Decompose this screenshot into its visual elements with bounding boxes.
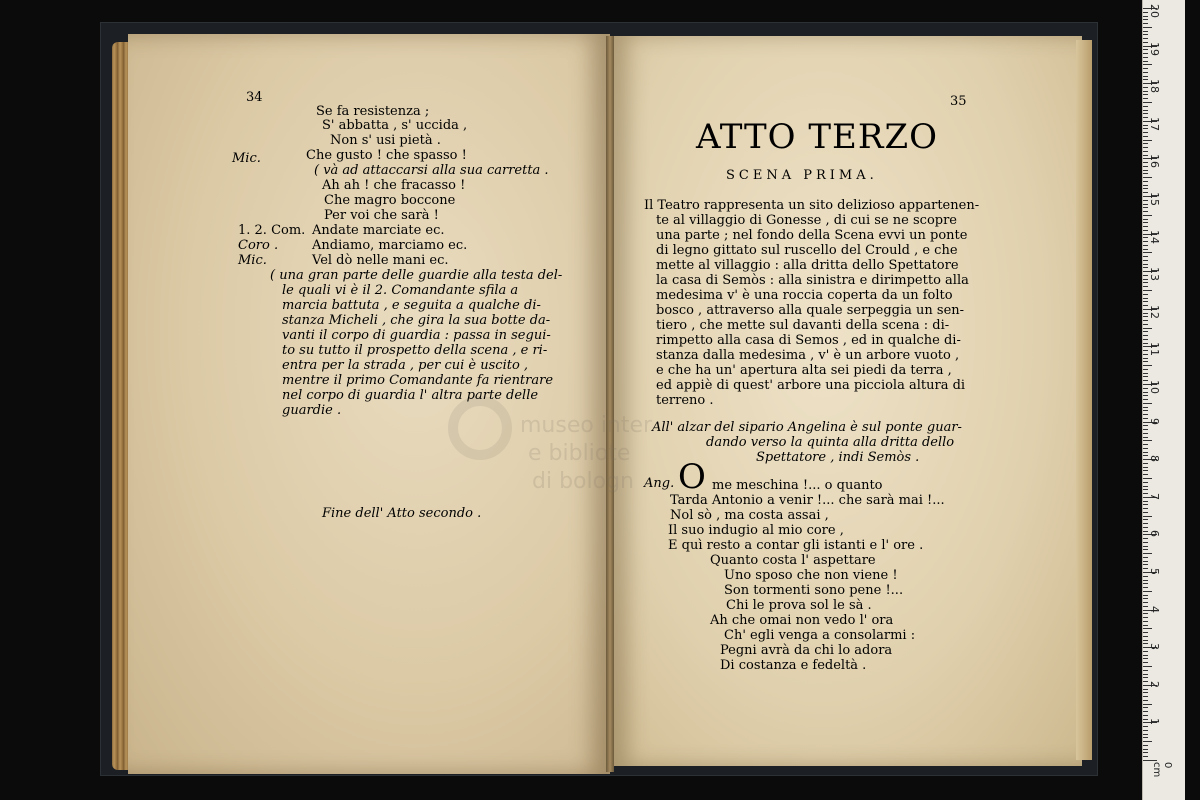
ruler-tick — [1143, 613, 1148, 614]
ruler-tick — [1143, 207, 1148, 208]
ruler-tick — [1143, 662, 1148, 663]
ruler-tick — [1143, 320, 1148, 321]
ruler-number: 20 — [1148, 4, 1161, 18]
stage-direction-line: Spettatore , indi Semòs . — [756, 450, 920, 465]
ruler-tick — [1143, 102, 1152, 103]
ruler-tick — [1143, 358, 1148, 359]
verse-line: Il suo indugio al mio core , — [668, 523, 844, 538]
book-gutter — [606, 36, 614, 772]
ruler-tick — [1143, 23, 1148, 24]
ruler-tick — [1143, 260, 1148, 261]
ruler-tick — [1143, 98, 1148, 99]
ruler-tick — [1143, 561, 1148, 562]
ruler-tick — [1143, 523, 1148, 524]
ruler-tick — [1143, 595, 1148, 596]
verse-line: Ah che omai non vedo l' ora — [710, 613, 894, 628]
ruler-tick — [1143, 580, 1148, 581]
verse-line: Tarda Antonio a venir !... che sarà mai !... — [670, 493, 945, 508]
stage-direction-line: marcia battuta , e seguita a qualche di- — [282, 298, 541, 313]
scene-subtitle: SCENA PRIMA. — [726, 168, 878, 183]
description-line: mette al villaggio : alla dritta dello Spettatore — [656, 258, 959, 273]
watermark-line: museo inter — [520, 413, 653, 438]
verse-line: Se fa resistenza ; — [316, 104, 430, 119]
ruler-tick — [1143, 256, 1148, 257]
measurement-ruler — [1142, 0, 1185, 800]
ruler-tick — [1143, 625, 1148, 626]
description-line: stanza dalla medesima , v' è un arbore vuoto , — [656, 348, 960, 363]
ruler-tick — [1143, 501, 1148, 502]
ruler-tick — [1143, 628, 1152, 629]
left-page-number: 34 — [246, 90, 263, 105]
ruler-tick — [1143, 72, 1148, 73]
ruler-tick — [1143, 749, 1148, 750]
ruler-number: 7 — [1148, 492, 1161, 500]
ruler-tick — [1143, 707, 1148, 708]
ruler-tick — [1143, 440, 1152, 441]
ruler-tick — [1143, 414, 1148, 415]
ruler-tick — [1143, 674, 1148, 675]
ruler-tick — [1143, 151, 1148, 152]
ruler-tick — [1143, 339, 1148, 340]
ruler-tick — [1143, 264, 1148, 265]
ruler-tick — [1143, 598, 1148, 599]
verse-line: Vel dò nelle mani ec. — [312, 253, 449, 268]
ruler-tick — [1143, 704, 1152, 705]
ruler-tick — [1143, 38, 1148, 39]
ruler-tick — [1143, 181, 1148, 182]
verse-line: Nol sò , ma costa assai , — [670, 508, 829, 523]
ruler-number: 2 — [1148, 680, 1161, 688]
ruler-tick — [1143, 452, 1148, 453]
ruler-tick — [1143, 602, 1148, 603]
ruler-number: 9 — [1148, 417, 1161, 425]
ruler-tick — [1143, 486, 1148, 487]
stage-direction-line: stanza Micheli , che gira la sua botte da- — [282, 313, 551, 328]
stage-direction-line: vanti il corpo di guardia : passa in segui- — [282, 328, 551, 343]
ruler-number: 12 — [1148, 304, 1161, 319]
ruler-tick — [1143, 557, 1148, 558]
ruler-tick — [1143, 538, 1148, 539]
ruler-tick — [1143, 252, 1152, 253]
stage-direction-line: dando verso la quinta alla dritta dello — [706, 435, 955, 450]
verse-line: S' abbatta , s' uccida , — [322, 118, 468, 133]
speaker-label: Ang. — [644, 476, 675, 491]
ruler-tick — [1143, 467, 1148, 468]
ruler-tick — [1143, 651, 1148, 652]
verse-line: Che gusto ! che spasso ! — [306, 148, 467, 163]
ruler-tick — [1143, 689, 1148, 690]
ruler-tick — [1143, 147, 1148, 148]
ruler-tick — [1143, 546, 1148, 547]
speaker-label: Mic. — [238, 253, 267, 268]
stage-direction-line: ( và ad attaccarsi alla sua carretta . — [314, 163, 549, 178]
ruler-tick — [1143, 632, 1148, 633]
ruler-tick — [1143, 587, 1148, 588]
ruler-tick — [1143, 410, 1148, 411]
verse-line: Andate marciate ec. — [312, 223, 445, 238]
ruler-tick — [1143, 433, 1148, 434]
ruler-tick — [1143, 519, 1148, 520]
ruler-tick — [1143, 173, 1148, 174]
ruler-number: 5 — [1148, 568, 1161, 575]
ruler-tick — [1143, 508, 1148, 509]
ruler-number: 8 — [1148, 455, 1161, 463]
speaker-label: 1. 2. Com. — [238, 223, 306, 238]
ruler-tick — [1143, 737, 1148, 738]
ruler-number: 13 — [1148, 267, 1161, 282]
ruler-tick — [1143, 726, 1148, 727]
ruler-tick — [1143, 245, 1148, 246]
verse-line: Quanto costa l' aspettare — [710, 553, 876, 568]
ruler-tick — [1143, 324, 1148, 325]
ruler-tick — [1143, 692, 1148, 693]
stage-direction-line: mentre il primo Comandante fa rientrare — [282, 373, 554, 388]
description-line: medesima v' è una roccia coperta da un folto — [656, 288, 953, 303]
ruler-tick — [1143, 666, 1152, 667]
right-page-edge — [1076, 40, 1092, 760]
description-line: rimpetto alla casa di Semos , ed in qualche di- — [656, 333, 961, 348]
verse-line: Pegni avrà da chi lo adora — [720, 643, 893, 658]
ruler-tick — [1143, 249, 1148, 250]
ruler-number: 14 — [1148, 229, 1161, 244]
ruler-tick — [1143, 27, 1152, 28]
ruler-tick — [1143, 478, 1152, 479]
ruler-tick — [1143, 658, 1148, 659]
ruler-number: 11 — [1148, 342, 1161, 357]
watermark-line: di bologn — [532, 469, 634, 494]
ruler-tick — [1143, 335, 1148, 336]
verse-line: Uno sposo che non viene ! — [724, 568, 898, 583]
ruler-tick — [1143, 170, 1148, 171]
ruler-tick — [1143, 621, 1148, 622]
ruler-tick — [1143, 376, 1148, 377]
ruler-tick — [1143, 211, 1148, 212]
ruler-tick — [1143, 290, 1152, 291]
ruler-tick — [1143, 711, 1148, 712]
verse-line: Andiamo, marciamo ec. — [312, 238, 468, 253]
verse-line: Di costanza e fedeltà . — [720, 658, 867, 673]
ruler-tick — [1143, 132, 1148, 133]
ruler-tick — [1143, 470, 1148, 471]
stage-direction-line: ( una gran parte delle guardie alla testa del- — [270, 268, 563, 283]
description-line: una parte ; nel fondo della Scena evvi un ponte — [656, 228, 968, 243]
drop-cap: O — [678, 457, 706, 497]
ruler-tick — [1143, 752, 1148, 753]
ruler-tick — [1143, 527, 1148, 528]
ruler-tick — [1143, 564, 1148, 565]
end-of-act-text: Fine dell' Atto secondo . — [322, 506, 482, 521]
ruler-tick — [1143, 730, 1148, 731]
ruler-number: 15 — [1148, 192, 1161, 206]
ruler-tick — [1143, 425, 1148, 426]
ruler-tick — [1143, 282, 1148, 283]
description-line: terreno . — [656, 393, 714, 408]
ruler-tick — [1143, 516, 1152, 517]
ruler-tick — [1143, 760, 1157, 761]
ruler-tick — [1143, 94, 1148, 95]
ruler-tick — [1143, 64, 1152, 65]
ruler-tick — [1143, 549, 1148, 550]
ruler-tick — [1143, 57, 1148, 58]
ruler-tick — [1143, 286, 1148, 287]
ruler-tick — [1143, 448, 1148, 449]
ruler-tick — [1143, 177, 1152, 178]
ruler-tick — [1143, 185, 1148, 186]
ruler-tick — [1143, 576, 1148, 577]
verse-line: Che magro boccone — [324, 193, 456, 208]
ruler-number: 6 — [1148, 530, 1161, 538]
ruler-tick — [1143, 655, 1148, 656]
ruler-tick — [1143, 106, 1148, 107]
ruler-tick — [1143, 482, 1148, 483]
ruler-tick — [1143, 76, 1148, 77]
ruler-tick — [1143, 463, 1148, 464]
ruler-tick — [1143, 301, 1148, 302]
ruler-tick — [1143, 591, 1152, 592]
ruler-tick — [1143, 734, 1148, 735]
verse-line: Per voi che sarà ! — [324, 208, 439, 223]
ruler-unit-label: 0 cm — [1151, 762, 1173, 778]
ruler-tick — [1143, 583, 1148, 584]
stage-direction-line: to su tutto il prospetto della scena , e ri- — [282, 343, 548, 358]
ruler-tick — [1143, 640, 1148, 641]
ruler-number: 18 — [1148, 79, 1161, 94]
ruler-tick — [1143, 715, 1148, 716]
ruler-number: 3 — [1148, 643, 1161, 651]
ruler-tick — [1143, 110, 1148, 111]
act-title: ATTO TERZO — [696, 117, 938, 157]
ruler-tick — [1143, 741, 1152, 742]
ruler-tick — [1143, 143, 1148, 144]
ruler-number: 10 — [1148, 380, 1161, 394]
ruler-tick — [1143, 395, 1148, 396]
verse-line: Ch' egli venga a consolarmi : — [724, 628, 916, 643]
description-line: Il Teatro rappresenta un sito delizioso appartenen- — [644, 198, 980, 213]
ruler-tick — [1143, 298, 1148, 299]
ruler-tick — [1143, 700, 1148, 701]
ruler-tick — [1143, 361, 1148, 362]
watermark-logo-icon — [448, 396, 512, 460]
description-line: bosco , attraverso alla quale serpeggia un sen- — [656, 303, 965, 318]
description-line: di legno gittato sul ruscello del Crould , e che — [656, 243, 958, 258]
ruler-tick — [1143, 504, 1148, 505]
ruler-tick — [1143, 399, 1148, 400]
ruler-tick — [1143, 365, 1152, 366]
ruler-tick — [1143, 636, 1148, 637]
ruler-tick — [1143, 19, 1148, 20]
verse-line: E quì resto a contar gli istanti e l' ore . — [668, 538, 924, 553]
description-line: e che ha un' apertura alta sei piedi da terra , — [656, 363, 952, 378]
ruler-tick — [1143, 696, 1148, 697]
ruler-tick — [1143, 677, 1148, 678]
ruler-tick — [1143, 34, 1148, 35]
ruler-number: 19 — [1148, 41, 1161, 56]
speaker-label: Coro . — [238, 238, 279, 253]
ruler-tick — [1143, 61, 1148, 62]
stage-direction-line: guardie . — [282, 403, 342, 418]
right-page-number: 35 — [950, 94, 967, 109]
ruler-number: 4 — [1148, 605, 1161, 613]
ruler-tick — [1143, 68, 1148, 69]
ruler-tick — [1143, 113, 1148, 114]
ruler-tick — [1143, 489, 1148, 490]
verse-line: me meschina !... o quanto — [712, 478, 883, 493]
stage-direction-line: All' alzar del sipario Angelina è sul ponte guar- — [652, 420, 962, 435]
ruler-tick — [1143, 294, 1148, 295]
ruler-tick — [1143, 437, 1148, 438]
ruler-tick — [1143, 542, 1148, 543]
ruler-tick — [1143, 373, 1148, 374]
ruler-tick — [1143, 369, 1148, 370]
ruler-tick — [1143, 226, 1148, 227]
verse-line: Ah ah ! che fracasso ! — [322, 178, 466, 193]
ruler-tick — [1143, 756, 1148, 757]
description-line: te al villaggio di Gonesse , di cui se ne scopre — [656, 213, 957, 228]
ruler-tick — [1143, 407, 1148, 408]
ruler-tick — [1143, 136, 1148, 137]
ruler-tick — [1143, 617, 1148, 618]
ruler-tick — [1143, 328, 1152, 329]
ruler-tick — [1143, 512, 1148, 513]
stage-direction-line: le quali vi è il 2. Comandante sfila a — [282, 283, 519, 298]
speaker-label: Mic. — [232, 151, 261, 166]
ruler-tick — [1143, 31, 1148, 32]
ruler-tick — [1143, 429, 1148, 430]
description-line: la casa di Semòs : alla sinistra e dirimpetto alla — [656, 273, 969, 288]
description-line: tiero , che mette sul davanti della scena : di- — [656, 318, 950, 333]
ruler-number: 17 — [1148, 116, 1161, 131]
ruler-tick — [1143, 670, 1148, 671]
verse-line: Son tormenti sono pene !... — [724, 583, 904, 598]
watermark-line: e bibliote — [528, 441, 631, 466]
ruler-tick — [1143, 140, 1152, 141]
ruler-tick — [1143, 553, 1152, 554]
ruler-tick — [1143, 222, 1148, 223]
verse-line: Non s' usi pietà . — [330, 133, 441, 148]
ruler-tick — [1143, 219, 1148, 220]
stage-direction-line: nel corpo di guardia l' altra parte delle — [282, 388, 539, 403]
ruler-tick — [1143, 474, 1148, 475]
ruler-tick — [1143, 331, 1148, 332]
description-line: ed appiè di quest' arbore una picciola altura di — [656, 378, 966, 393]
ruler-tick — [1143, 745, 1148, 746]
ruler-number: 1 — [1148, 718, 1161, 726]
ruler-number: 16 — [1148, 154, 1161, 169]
ruler-tick — [1143, 444, 1148, 445]
ruler-tick — [1143, 188, 1148, 189]
ruler-tick — [1143, 403, 1152, 404]
stage-direction-line: entra per la strada , per cui è uscito , — [282, 358, 529, 373]
verse-line: Chi le prova sol le sà . — [726, 598, 872, 613]
ruler-tick — [1143, 215, 1152, 216]
